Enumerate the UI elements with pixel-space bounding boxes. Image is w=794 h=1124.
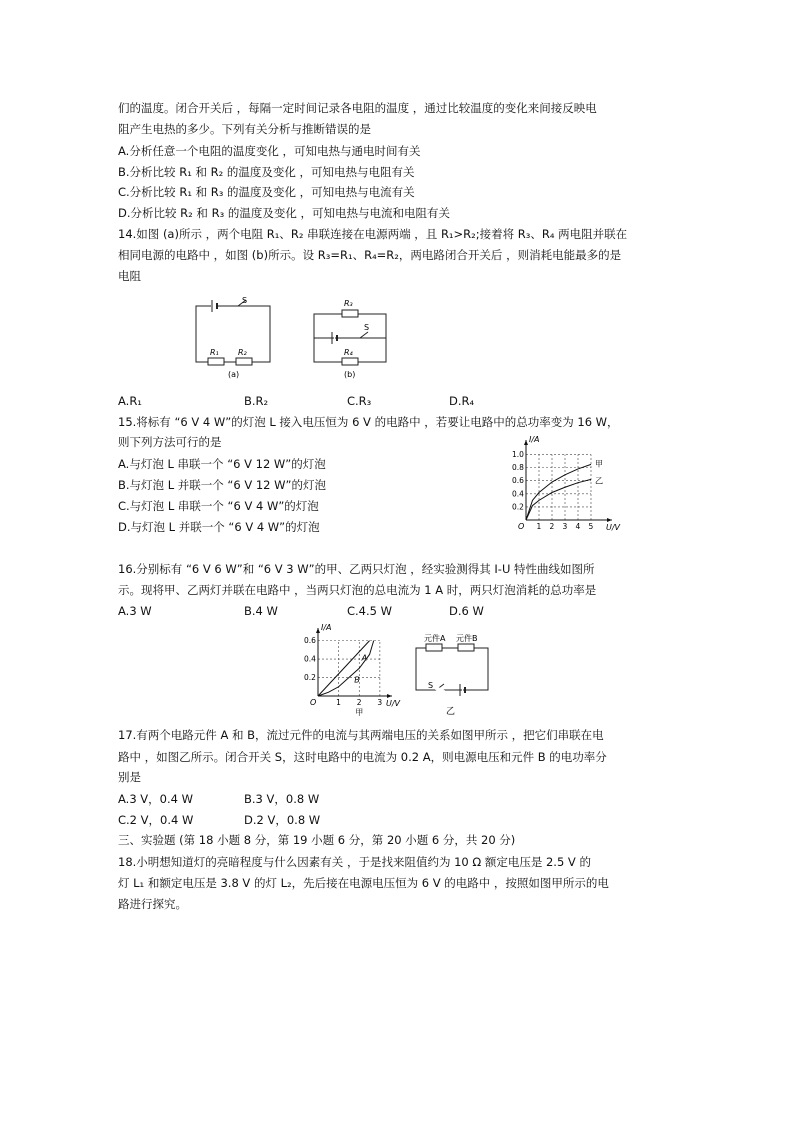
- intro-line-1: 们的温度。闭合开关后 ，每隔一定时间记录各电阻的温度 ，通过比较温度的变化来间接反映电: [118, 101, 597, 115]
- chart-caption: 甲: [355, 708, 364, 717]
- q17-circuit-figure: [410, 622, 498, 718]
- q16-line-1: 16.分别标有 “6 V 6 W”和 “6 V 3 W”的甲、乙两只灯泡 ，经实验测得其 I-U 特性曲线如图所: [118, 562, 595, 576]
- q15-line-2: 则下列方法可行的是: [118, 435, 222, 449]
- y-axis-label: I/A: [529, 435, 540, 444]
- q15-option-c: C.与灯泡 L 串联一个 “6 V 4 W”的灯泡: [118, 499, 319, 513]
- x-axis-arrow: [387, 694, 392, 698]
- fig-b-switch-label: S: [364, 323, 370, 332]
- q18-line-1: 18.小明想知道灯的亮暗程度与什么因素有关 ，于是找来阻值约为 10 Ω 额定电压是 2.5 V 的: [118, 855, 591, 869]
- fig-b-r4-label: R₄: [344, 348, 353, 357]
- series-label-1: 乙: [595, 476, 603, 486]
- series-label-0: 甲: [595, 459, 603, 469]
- y-axis-arrow: [316, 628, 320, 633]
- x-tick-label-0: 1: [336, 698, 341, 707]
- q15-line-1: 15.将标有 “6 V 4 W”的灯泡 L 接入电压恒为 6 V 的电路中 ，若要让电路中的总功率变为 16 W，: [118, 415, 619, 429]
- q14-line-2: 相同电源的电路中 ，如图 (b)所示。设 R₃=R₁、R₄=R₂，两电路闭合开关后 ，则消耗电能最多的是: [118, 248, 622, 262]
- x-axis-arrow: [607, 518, 612, 522]
- q16-option-a: A.3 W: [118, 604, 152, 618]
- intro-line-2: 阻产生电热的多少。下列有关分析与推断错误的是: [118, 122, 371, 136]
- elem-b-label: 元件B: [456, 634, 478, 643]
- section-3-heading: 三、实验题 (第 18 小题 8 分，第 19 小题 6 分，第 20 小题 6 分，共 20 分): [118, 833, 516, 847]
- q17-line-2: 路中 ，如图乙所示。闭合开关 S，这时电路中的电流为 0.2 A，则电源电压和元件 B 的电功率分: [118, 750, 607, 764]
- q14-option-c: C.R₃: [347, 394, 372, 408]
- q14-option-d: D.R₄: [449, 394, 475, 408]
- x-tick-label-1: 2: [549, 522, 555, 531]
- fig-b-r3-label: R₃: [344, 299, 353, 308]
- y-tick-label-0: 0.2: [304, 673, 316, 683]
- fig-a-r2-label: R₂: [238, 348, 247, 357]
- x-tick-label-3: 4: [575, 522, 581, 531]
- iu-chart-q17: [304, 620, 404, 720]
- x-axis-label: U/V: [606, 523, 621, 532]
- q16-option-c: C.4.5 W: [347, 604, 393, 618]
- x-tick-label-2: 3: [562, 522, 568, 531]
- q17-option-b: B.3 V，0.8 W: [244, 792, 320, 806]
- q17-option-d: D.2 V，0.8 W: [244, 813, 321, 827]
- x-tick-label-4: 5: [588, 522, 594, 531]
- q15-option-d: D.与灯泡 L 并联一个 “6 V 4 W”的灯泡: [118, 520, 320, 534]
- q16-option-b: B.4 W: [244, 604, 278, 618]
- q14-line-1: 14.如图 (a)所示 ，两个电阻 R₁、R₂ 串联连接在电源两端 ，且 R₁>R₂;接着将 R₃、R₄ 两电阻并联在: [118, 227, 628, 241]
- q18-line-2: 灯 L₁ 和额定电压是 3.8 V 的灯 L₂，先后接在电源电压恒为 6 V 的电路中 ，按照如图甲所示的电: [118, 876, 609, 890]
- series-line-0: [318, 641, 370, 696]
- q15-option-a: A.与灯泡 L 串联一个 “6 V 12 W”的灯泡: [118, 457, 326, 471]
- q17-option-a: A.3 V，0.4 W: [118, 792, 193, 806]
- q13-option-d: D.分析比较 R₂ 和 R₃ 的温度及变化 ，可知电热与电流和电阻有关: [118, 206, 450, 220]
- x-tick-label-2: 3: [377, 698, 383, 707]
- x-tick-label-1: 2: [356, 698, 362, 707]
- y-tick-label-4: 1.0: [512, 450, 524, 460]
- q13-option-c: C.分析比较 R₁ 和 R₃ 的温度及变化 ，可知电热与电流有关: [118, 185, 415, 199]
- y-tick-label-2: 0.6: [304, 636, 316, 646]
- q17-line-1: 17.有两个电路元件 A 和 B，流过元件的电流与其两端电压的关系如图甲所示 ，把它们串联在电: [118, 728, 604, 742]
- q14-option-a: A.R₁: [118, 394, 142, 408]
- series-line-1: [526, 479, 591, 520]
- q17-caption-yi: 乙: [446, 707, 456, 717]
- y-tick-label-1: 0.4: [304, 654, 316, 664]
- q13-option-a: A.分析任意一个电阻的温度变化 ，可知电热与通电时间有关: [118, 144, 421, 158]
- q14-option-b: B.R₂: [244, 394, 269, 408]
- q16-line-2: 示。现将甲、乙两灯并联在电路中 ，当两只灯泡的总电流为 1 A 时，两只灯泡消耗的总功率是: [118, 583, 597, 597]
- q14-circuit-figure: [192, 292, 392, 384]
- x-axis-label: U/V: [386, 699, 401, 708]
- origin-label: O: [310, 698, 317, 707]
- elem-a-label: 元件A: [424, 634, 446, 643]
- q18-line-3: 路进行探究。: [118, 897, 187, 911]
- q14-line-3: 电阻: [118, 269, 141, 283]
- iu-chart-q15: [508, 435, 621, 538]
- y-tick-label-2: 0.6: [512, 476, 524, 486]
- q15-option-b: B.与灯泡 L 并联一个 “6 V 12 W”的灯泡: [118, 478, 326, 492]
- series-line-0: [526, 464, 591, 520]
- q13-option-b: B.分析比较 R₁ 和 R₂ 的温度及变化 ，可知电热与电阻有关: [118, 165, 415, 179]
- origin-label: O: [518, 522, 525, 531]
- x-tick-label-0: 1: [536, 522, 542, 531]
- fig-a-switch-label: S: [242, 296, 248, 305]
- q17-line-3: 别是: [118, 770, 141, 784]
- q17-option-c: C.2 V，0.4 W: [118, 813, 194, 827]
- y-tick-label-3: 0.8: [512, 463, 524, 473]
- y-axis-label: I/A: [321, 623, 332, 632]
- fig-b-caption: (b): [344, 370, 356, 379]
- fig-a-r1-label: R₁: [210, 348, 219, 357]
- y-tick-label-1: 0.4: [512, 489, 524, 499]
- y-axis-arrow: [524, 440, 528, 445]
- fig-a-caption: (a): [228, 370, 240, 379]
- q16-option-d: D.6 W: [449, 604, 484, 618]
- q17-switch-label: S: [428, 681, 434, 690]
- y-tick-label-0: 0.2: [512, 502, 524, 512]
- series-label-0: A: [361, 653, 368, 663]
- series-label-1: B: [354, 675, 360, 685]
